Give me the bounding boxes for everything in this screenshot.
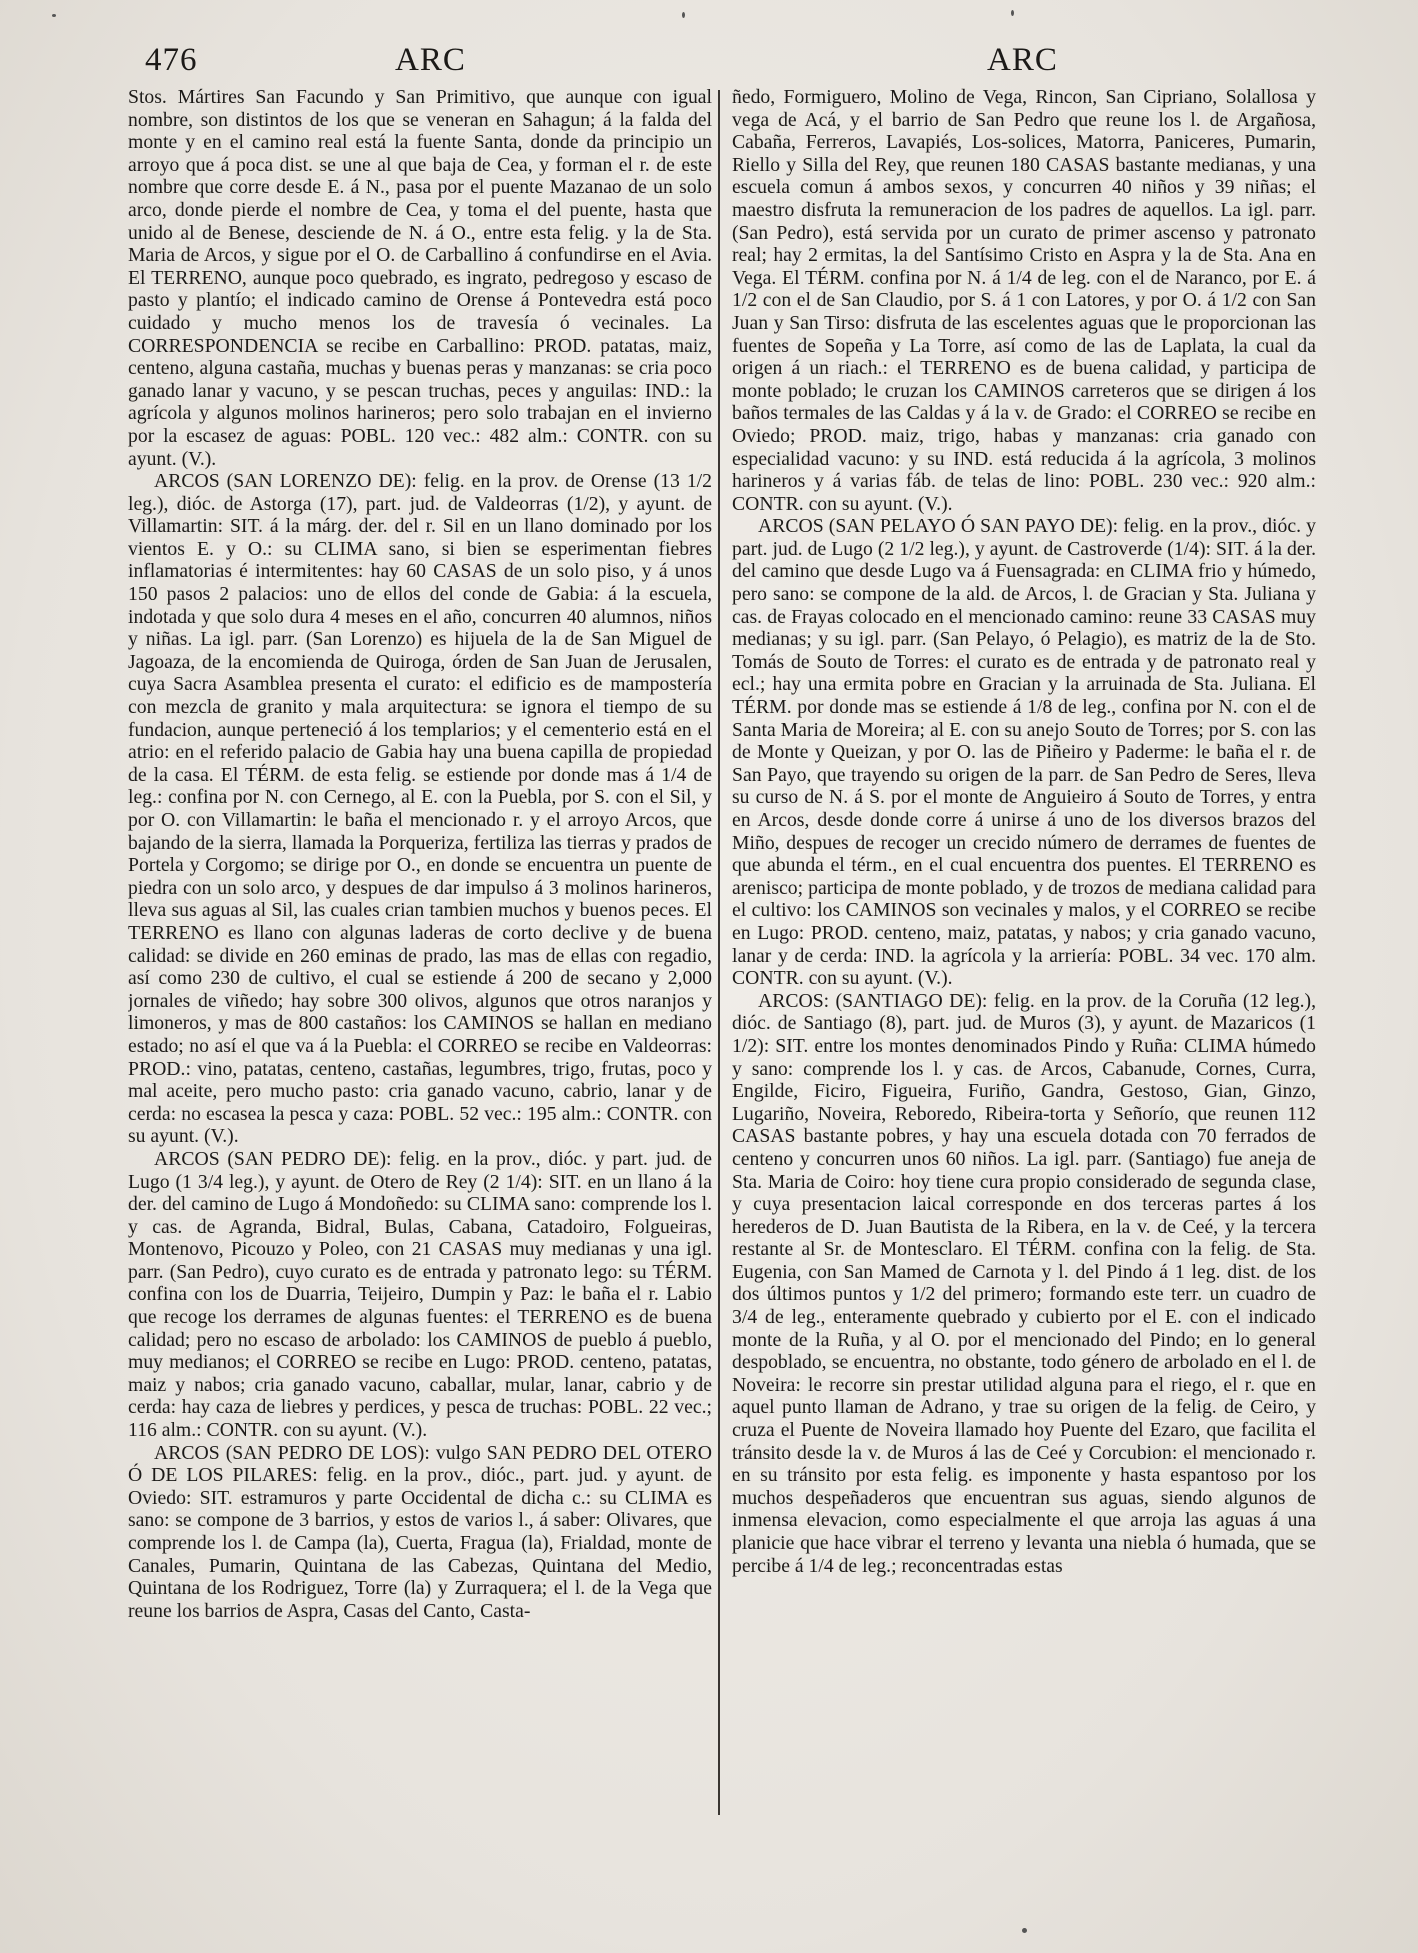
entry-arcos-santiago: ARCOS: (SANTIAGO DE): felig. en la prov. de la Coruña (12 leg.), dióc. de Santiago (8), part. jud. de Muros (3), y ayunt. de Mazaricos (1 1/2): SIT. entre los montes denominados Pindo y Ruña: CLIMA húmedo y sano: comprende los l. y cas. de Arcos, Cabanude, Cornes, Curra, Engilde, Ficiro, Figueira, Furiño, Gandra, Gestoso, Gian, Ginzo, Lugariño, Noveira, Reboredo, Ribeira-torta y Señorío, que reunen 112 CASAS bastante pobres, y hay una escuela dotada con 70 ferrados de centeno y concurren unos 60 niños. La igl. parr. (Santiago) fue aneja de Sta. Maria de Coiro: hoy tiene cura propio considerado de segunda clase, y cuya presentacion laical corresponde en dos terceras partes á los herederos de D. Juan Bautista de la Ribera, en la v. de Ceé, y la tercera restante al Sr. de Montesclaro. El TÉRM. confina con la felig. de Sta. Eugenia, con San Mamed de Carnota y l. del Pindo á 1 leg. dist. de los dos últimos puntos y 1/2 del primero; formando este terr. un cuadro de 3/4 de leg., enteramente quebrado y cubierto por el E. con el indicado monte de la Ruña, y al O. por el mencionado del Pindo; en lo general despoblado, se encuentra, no obstante, todo género de arbolado en el l. de Noveira: le recorre sin prestar utilidad alguna para el riego, el r. que en aquel punto llaman de Adrano, y trae su origen de la felig. de Ceiro, y cruza el Puente de Noveira llamado hoy Puente del Ezaro, que facilita el tránsito desde la v. de Muros á las de Ceé y Corcubion: el mencionado r. en su tránsito por esta felig. es imponente y hasta espantoso por los muchos despeñaderos que encuentran sus aguas, siendo algunos de inmensa elevacion, como especialmente el que arroja las aguas á una planicie que hace vibrar el terreno y levanta una niebla ó humada, que se percibe á 1/4 de leg.; reconcentradas estas [732,989,1316,1577]
right-column [732,86,1316,1821]
entry-arcos-san-pedro-de-los: ARCOS (SAN PEDRO DE LOS): vulgo SAN PEDRO DEL OTERO Ó DE LOS PILARES: felig. en la prov., dióc., part. jud. y ayunt. de Oviedo: SIT. estramuros y parte Occidental de dicha c.: su CLIMA es sano: se compone de 3 barrios, y estos de varios l., á saber: Olivares, que comprende los l. de Campa (la), Cuerta, Fragua (la), Frialdad, monte de Canales, Pumarin, Quintana de las Cabezas, Quintana del Medio, Quintana de los Rodriguez, Torre (la) y Zurraquera; el l. de la Vega que reune los barrios de Aspra, Casas del Canto, Casta- [128,1441,712,1622]
entry-arcos-san-pedro-de: ARCOS (SAN PEDRO DE): felig. en la prov., dióc. y part. jud. de Lugo (1 3/4 leg.), y ayunt. de Otero de Rey (2 1/4): SIT. en un llano á la der. del camino de Lugo á Mondoñedo: su CLIMA sano: comprende los l. y cas. de Agranda, Bidral, Bulas, Cabana, Catadoiro, Folgueiras, Montenovo, Picouzo y Poleo, con 21 CASAS muy medianas y una igl. parr. (San Pedro), cuyo curato es de entrada y patronato lego: su TÉRM. confina con los de Duarria, Teijeiro, Dumpin y Paz: le baña el r. Labio que recoge los derrames de algunas fuentes: el TERRENO es de buena calidad; pero no escaso de arbolado: los CAMINOS de pueblo á pueblo, muy medianos; el CORREO se recibe en Lugo: PROD. centeno, patatas, maiz y nabos; cria ganado vacuno, caballar, mular, lanar, cabrio y de cerda: hay caza de liebres y perdices, y pesca de truchas: POBL. 22 vec.; 116 alm.: CONTR. con su ayunt. (V.). [128,1147,712,1442]
scan-speck [682,12,685,18]
entry-arcos-san-lorenzo: ARCOS (SAN LORENZO DE): felig. en la prov. de Orense (13 1/2 leg.), dióc. de Astorga (17), part. jud. de Valdeorras (1/2), y ayunt. de Villamartin: SIT. á la márg. der. del r. Sil en un llano dominado por los vientos E. y O.: su CLIMA sano, si bien se esperimentan fiebres inflamatorias é intermitentes: hay 60 CASAS de un solo piso, y á unos 150 pasos 2 palacios: uno de ellos del conde de Gabia: á la escuela, indotada y que solo dura 4 meses en el año, concurren 40 alumnos, niños y niñas. La igl. parr. (San Lorenzo) es hijuela de la de San Miguel de Jagoaza, de la encomienda de Quiroga, órden de San Juan de Jerusalen, cuya Sacra Asamblea presenta el curato: el edificio es de mampostería con mezcla de granito y mala arquitectura: se ignora el tiempo de su fundacion, aunque perteneció á los templarios; y el cementerio está en el atrio: en el referido palacio de Gabia hay una buena capilla de propiedad de la casa. El TÉRM. de esta felig. se estiende por donde mas á 1/4 de leg.: confina por N. con Cernego, al E. con la Puebla, por S. con el Sil, y por O. con Villamartin: le baña el mencionado r. y el arroyo Arcos, que bajando de la sierra, llamada la Porqueriza, fertiliza las tierras y prados de Portela y Corgomo; se dirige por O., en donde se encuentra un puente de piedra con un solo arco, y despues de dar impulso á 3 molinos harineros, lleva sus aguas al Sil, las cuales crian tambien muchos y buenos peces. El TERRENO es llano con algunas laderas de corto declive y de buena calidad: se divide en 260 eminas de prado, las mas de ellas con regadio, así como 230 de cultivo, el cual se estiende á 200 de secano y 2,000 jornales de viñedo; hay sobre 300 olivos, algunos que otros naranjos y limoneros, y mas de 800 castaños: los CAMINOS se hallan en mediano estado; no así el que va á la Puebla: el CORREO se recibe en Valdeorras: PROD.: vino, patatas, centeno, castañas, legumbres, trigo, frutas, poco y mal aceite, pero mucho pasto: cria ganado vacuno, cabrio, lanar y de cerda: no escasea la pesca y caza: POBL. 52 vec.: 195 alm.: CONTR. con su ayunt. (V.). [128,470,712,1148]
page-number: 476 [145,42,198,78]
left-running-head: ARC [395,42,466,78]
entry-continuation: Stos. Mártires San Facundo y San Primitivo, que aunque con igual nombre, son distintos de los que se veneran en Sahagun; á la falda del monte y en el camino real está la fuente Santa, donde da principio un arroyo que á poca dist. se une al que baja de Cea, y forman el r. de este nombre que corre desde E. á N., pasa por el puente Mazanao de un solo arco, donde pierde el nombre de Cea, y toma el del puente, hasta que unido al de Benese, desciende de N. á O., entre esta felig. y la de Sta. Maria de Arcos, y sigue por el O. de Carballino á confundirse en el Avia. El TERRENO, aunque poco quebrado, es ingrato, pedregoso y escaso de pasto y plantío; el indicado camino de Orense á Pontevedra está poco cuidado y mucho menos los de travesía ó vecinales. La CORRESPONDENCIA se recibe en Carballino: PROD. patatas, maiz, centeno, alguna castaña, muchas y buenas peras y manzanas: se cria poco ganado lanar y vacuno, y se pescan truchas, peces y anguilas: IND.: la agrícola y algunos molinos harineros; pero solo trabajan en el invierno por la escasez de aguas: POBL. 120 vec.: 482 alm.: CONTR. con su ayunt. (V.). [128,86,712,470]
scan-speck [1011,10,1014,16]
entry-arcos-san-pelayo: ARCOS (SAN PELAYO Ó SAN PAYO DE): felig. en la prov., dióc. y part. jud. de Lugo (2 1/2 leg.), y ayunt. de Castroverde (1/4): SIT. á la der. del camino que desde Lugo va á Fuensagrada: en CLIMA frio y húmedo, pero sano: se compone de la ald. de Arcos, l. de Gracian y Sta. Juliana y cas. de Frayas colocado en el mencionado camino: reune 33 CASAS muy medianas; y su igl. parr. (San Pelayo, ó Pelagio), es matriz de la de Sto. Tomás de Souto de Torres: el curato es de entrada y de patronato real y ecl.; hay una ermita pobre en Gracian y la arruinada de Sta. Juliana. El TÉRM. por donde mas se estiende á 1/8 de leg., confina por N. con el de Santa Maria de Moreira; al E. con su anejo Souto de Torres; por S. con las de Monte y Queizan, y por O. las de Piñeiro y Paderme: le baña el r. de San Payo, que trayendo su origen de la parr. de San Pedro de Seres, lleva su curso de N. á S. por el monte de Anguieiro á Souto de Torres, y entra en Arcos, desde donde corre á unirse á uno de los diversos brazos del Miño, despues de recoger un crecido número de derrames de fuentes de que abunda el térm., en el cual encuentra dos puentes. El TERRENO es arenisco; participa de monte poblado, y de trozos de mediana calidad para el cultivo: los CAMINOS son vecinales y malos, y el CORREO se recibe en Lugo: PROD. centeno, maiz, patatas, y nabos; y cria ganado vacuno, lanar y de cerda: IND. la agrícola y la arriería: POBL. 34 vec. 170 alm. CONTR. con su ayunt. (V.). [732,515,1316,990]
scan-speck [52,14,56,17]
left-column [128,86,712,1821]
entry-continuation: ñedo, Formiguero, Molino de Vega, Rincon, San Cipriano, Solallosa y vega de Acá, y el barrio de San Pedro que reune los l. de Argañosa, Cabaña, Ferreros, Lavapiés, Los-solices, Matorra, Paniceres, Pumarin, Riello y Silla del Rey, que reunen 180 CASAS bastante medianas, y una escuela comun á ambos sexos, y concurren 40 niños y 39 niñas; el maestro disfruta la remuneracion de los padres de aquellos. La igl. parr. (San Pedro), está servida por un curato de primer ascenso y patronato real; hay 2 ermitas, la del Santísimo Cristo en Aspra y la de Sta. Ana en Vega. El TÉRM. confina por N. á 1/4 de leg. con el de Naranco, por E. á 1/2 con el de San Claudio, por S. á 1 con Latores, y por O. á 1/2 con San Juan y San Tirso: disfruta de las escelentes aguas que le proporcionan las fuentes de Sopeña y La Torre, así como de las de Laplata, la cual da origen á un riach.: el TERRENO es de buena calidad, y participa de monte poblado; le cruzan los CAMINOS carreteros que se dirigen á los baños termales de las Caldas y á la v. de Grado: el CORREO se recibe en Oviedo; PROD. maiz, trigo, habas y manzanas: cria ganado con especialidad vacuno: y su IND. está reducida á la agrícola, 3 molinos harineros y á varias fáb. de telas de lino: POBL. 230 vec.: 920 alm.: CONTR. con su ayunt. (V.). [732,86,1316,515]
column-divider [718,90,720,1815]
scan-speck [1022,1928,1027,1933]
right-running-head: ARC [987,42,1058,78]
page-header [0,40,1418,90]
